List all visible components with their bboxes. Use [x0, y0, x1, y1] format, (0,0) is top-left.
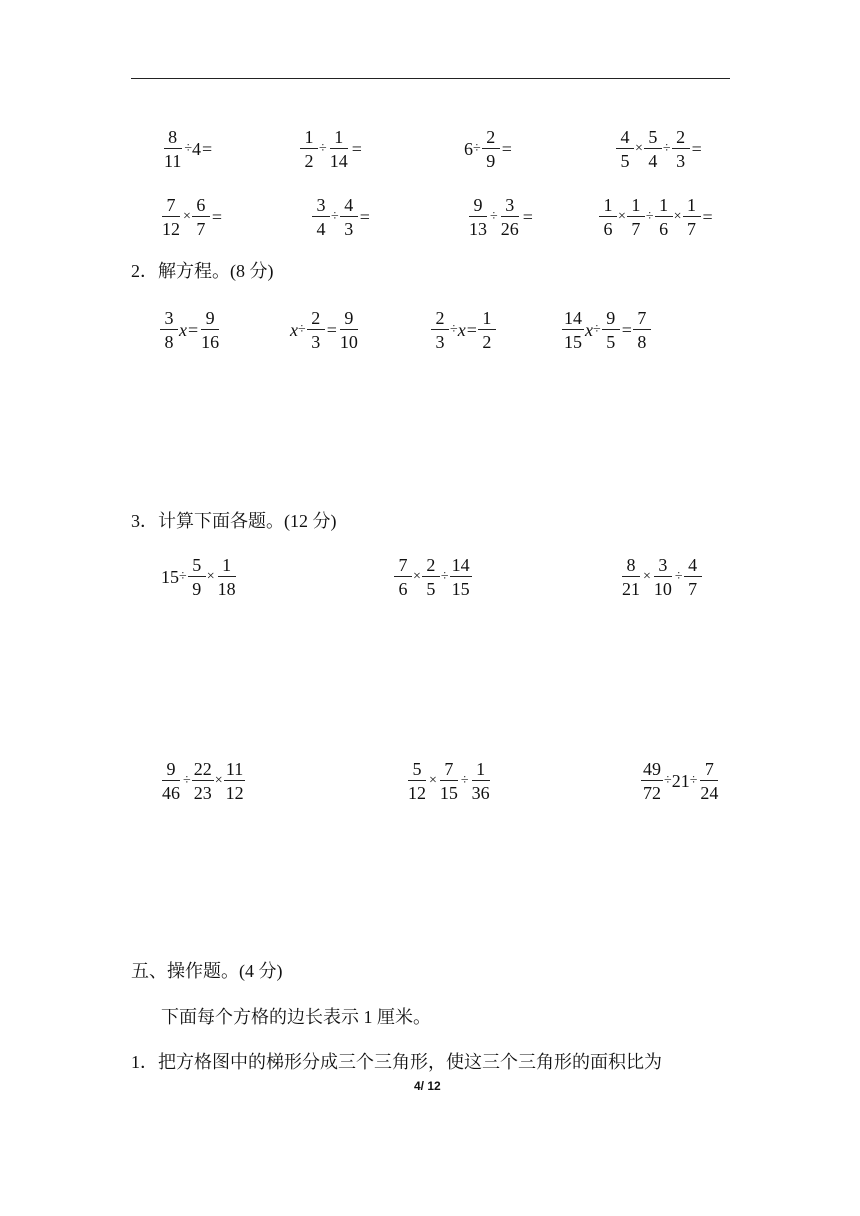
denominator: 6: [603, 219, 613, 239]
denominator: 7: [688, 579, 698, 599]
operator: ÷: [645, 209, 654, 224]
denominator: 5: [606, 332, 616, 352]
q3-item-2: [393, 556, 473, 598]
denominator: 3: [344, 219, 354, 239]
section5-note: 下面每个方格的边长表示 1 厘米。: [161, 1007, 431, 1027]
fraction: [478, 309, 496, 351]
fraction: [328, 128, 350, 170]
oral-calc-1-2: [299, 128, 362, 170]
denominator: 36: [471, 783, 490, 803]
operator: ÷: [460, 773, 469, 788]
denominator: 26: [500, 219, 519, 239]
denominator: 24: [700, 783, 719, 803]
fraction: [307, 309, 325, 351]
denominator: 3: [676, 151, 686, 171]
fraction: [192, 760, 214, 802]
denominator: 7: [631, 219, 641, 239]
operator: ×: [673, 209, 682, 224]
operator: ÷: [593, 322, 601, 337]
oral-calc-2-3: [466, 196, 533, 238]
number: 4: [192, 138, 202, 159]
numerator: 5: [188, 556, 206, 577]
fraction: [216, 556, 238, 598]
numerator: 4: [616, 128, 634, 149]
denominator: 46: [162, 783, 180, 803]
q3-item-5: [405, 760, 493, 802]
oral-calc-1-1: [161, 128, 212, 170]
denominator: 18: [217, 579, 236, 599]
oral-calc-2-4: [598, 196, 713, 238]
q3-title: 3．计算下面各题。(12 分): [131, 511, 337, 531]
fraction: [160, 760, 182, 802]
operator: ×: [429, 773, 437, 788]
denominator: 3: [311, 332, 321, 352]
denominator: 72: [643, 783, 661, 803]
q2-equation-1: [159, 309, 222, 351]
numerator: 14: [451, 555, 470, 575]
operator: ÷: [331, 209, 339, 224]
numerator: 3: [312, 196, 330, 217]
numerator: 7: [700, 760, 718, 781]
fraction: [340, 196, 358, 238]
operator: ÷: [674, 569, 683, 584]
equals-sign: =: [691, 138, 702, 159]
denominator: 7: [196, 219, 206, 239]
denominator: 9: [486, 151, 496, 171]
operator: ×: [413, 569, 421, 584]
operator: ×: [214, 773, 223, 788]
numerator: 11: [225, 759, 244, 779]
fraction: [224, 760, 246, 802]
numerator: 1: [599, 196, 617, 217]
numerator: 2: [431, 309, 449, 330]
denominator: 6: [659, 219, 669, 239]
denominator: 23: [193, 783, 212, 803]
fraction: [562, 309, 584, 351]
denominator: 21: [622, 579, 640, 599]
section5-question-1: 1．把方格图中的梯形分成三个三角形，使这三个三角形的面积比为: [131, 1052, 662, 1072]
equals-sign: =: [501, 138, 512, 159]
numerator: 6: [192, 196, 210, 217]
fraction: [620, 556, 642, 598]
numerator: 1: [218, 556, 236, 577]
numerator: 1: [300, 128, 318, 149]
fraction: [655, 196, 673, 238]
denominator: 14: [329, 151, 348, 171]
equals-sign: =: [351, 138, 362, 159]
numerator: 9: [162, 760, 180, 781]
numerator: 1: [683, 196, 701, 217]
number: 6: [464, 138, 473, 159]
denominator: 9: [192, 579, 202, 599]
numerator: 3: [501, 196, 519, 217]
numerator: 2: [482, 128, 500, 149]
numerator: 4: [684, 556, 702, 577]
denominator: 2: [304, 151, 314, 171]
denominator: 12: [162, 219, 180, 239]
denominator: 3: [435, 332, 445, 352]
numerator: 7: [440, 760, 458, 781]
fraction: [160, 309, 178, 351]
fraction: [438, 760, 460, 802]
operator: ÷: [490, 209, 498, 224]
fraction: [652, 556, 674, 598]
fraction: [470, 760, 492, 802]
denominator: 15: [439, 783, 458, 803]
denominator: 13: [469, 219, 487, 239]
denominator: 10: [339, 332, 358, 352]
equals-sign: =: [326, 319, 337, 340]
operator: ÷: [319, 141, 327, 156]
operator: ÷: [664, 773, 672, 788]
fraction: [162, 128, 183, 170]
operator: ×: [635, 141, 643, 156]
fraction: [616, 128, 634, 170]
fraction: [641, 760, 663, 802]
numerator: 1: [655, 196, 673, 217]
denominator: 11: [164, 151, 182, 171]
numerator: 22: [193, 759, 212, 779]
fraction: [300, 128, 318, 170]
number: 15: [161, 566, 179, 587]
fraction: [633, 309, 651, 351]
equals-sign: =: [211, 206, 223, 227]
numerator: 1: [627, 196, 645, 217]
operator: ÷: [440, 569, 449, 584]
fraction: [499, 196, 521, 238]
operator: ×: [183, 209, 191, 224]
operator: ÷: [662, 141, 671, 156]
variable: x: [179, 319, 187, 340]
numerator: 5: [644, 128, 662, 149]
q3-item-3: [619, 556, 703, 598]
oral-calc-1-3: [464, 128, 512, 170]
equals-sign: =: [202, 138, 213, 159]
fraction: [394, 556, 412, 598]
fraction: [199, 309, 221, 351]
operator: ×: [206, 569, 215, 584]
fraction: [482, 128, 500, 170]
q3-item-4: [159, 760, 247, 802]
operator: ÷: [179, 569, 187, 584]
numerator: 9: [340, 309, 358, 330]
numerator: 8: [622, 556, 640, 577]
numerator: 1: [478, 309, 496, 330]
numerator: 5: [408, 760, 426, 781]
fraction: [684, 556, 702, 598]
fraction: [644, 128, 662, 170]
denominator: 5: [620, 151, 630, 171]
equals-sign: =: [702, 206, 713, 227]
operator: ÷: [184, 141, 193, 156]
equals-sign: =: [466, 319, 477, 340]
denominator: 5: [426, 579, 436, 599]
oral-calc-2-2: [311, 196, 370, 238]
denominator: 4: [316, 219, 326, 239]
numerator: 2: [422, 556, 440, 577]
fraction: [192, 196, 210, 238]
denominator: 6: [398, 579, 408, 599]
numerator: 9: [602, 309, 620, 330]
variable: x: [585, 319, 593, 340]
q2-equation-3: [430, 309, 497, 351]
variable: x: [290, 319, 298, 340]
numerator: 1: [472, 760, 490, 781]
fraction: [431, 309, 449, 351]
denominator: 15: [451, 579, 470, 599]
fraction: [698, 760, 720, 802]
denominator: 2: [482, 332, 492, 352]
equals-sign: =: [621, 319, 632, 340]
fraction: [422, 556, 440, 598]
fraction: [602, 309, 620, 351]
operator: ÷: [689, 773, 698, 788]
numerator: 7: [394, 556, 412, 577]
denominator: 4: [648, 151, 658, 171]
operator: ÷: [473, 141, 481, 156]
fraction: [467, 196, 489, 238]
q2-equation-2: [290, 309, 361, 351]
fraction: [627, 196, 645, 238]
denominator: 7: [687, 219, 696, 239]
variable: x: [457, 319, 466, 340]
operator: ÷: [450, 322, 458, 337]
numerator: 49: [643, 759, 661, 779]
numerator: 9: [201, 309, 219, 330]
equals-sign: =: [359, 206, 370, 227]
numerator: 3: [654, 556, 672, 577]
numerator: 2: [672, 128, 690, 149]
denominator: 15: [564, 332, 582, 352]
page-number: 4/ 12: [414, 1079, 441, 1093]
operator: ×: [643, 569, 651, 584]
fraction: [338, 309, 360, 351]
fraction: [160, 196, 182, 238]
denominator: 12: [225, 783, 244, 803]
q3-item-1: [161, 556, 239, 598]
numerator: 14: [564, 308, 582, 328]
section5-title: 五、操作题。(4 分): [131, 961, 283, 981]
header-rule: [131, 78, 730, 79]
number: 21: [671, 770, 690, 791]
numerator: 1: [330, 128, 348, 149]
denominator: 8: [637, 332, 647, 352]
numerator: 8: [164, 128, 182, 149]
equals-sign: =: [188, 319, 199, 340]
oral-calc-2-1: [159, 196, 222, 238]
fraction: [672, 128, 690, 170]
numerator: 9: [469, 196, 487, 217]
numerator: 2: [307, 309, 325, 330]
numerator: 7: [633, 309, 651, 330]
denominator: 12: [408, 783, 426, 803]
operator: ÷: [298, 322, 306, 337]
denominator: 8: [164, 332, 174, 352]
fraction: [683, 196, 701, 238]
fraction: [312, 196, 330, 238]
fraction: [450, 556, 472, 598]
fraction: [599, 196, 617, 238]
q3-item-6: [640, 760, 721, 802]
numerator: 3: [160, 309, 178, 330]
q2-title: 2．解方程。(8 分): [131, 261, 274, 281]
numerator: 7: [162, 196, 180, 217]
numerator: 4: [340, 196, 358, 217]
denominator: 16: [201, 332, 220, 352]
oral-calc-1-4: [615, 128, 702, 170]
equals-sign: =: [522, 206, 533, 227]
operator: ×: [618, 209, 626, 224]
fraction: [188, 556, 206, 598]
q2-equation-4: [561, 309, 652, 351]
operator: ÷: [183, 773, 191, 788]
fraction: [406, 760, 428, 802]
denominator: 10: [653, 579, 672, 599]
